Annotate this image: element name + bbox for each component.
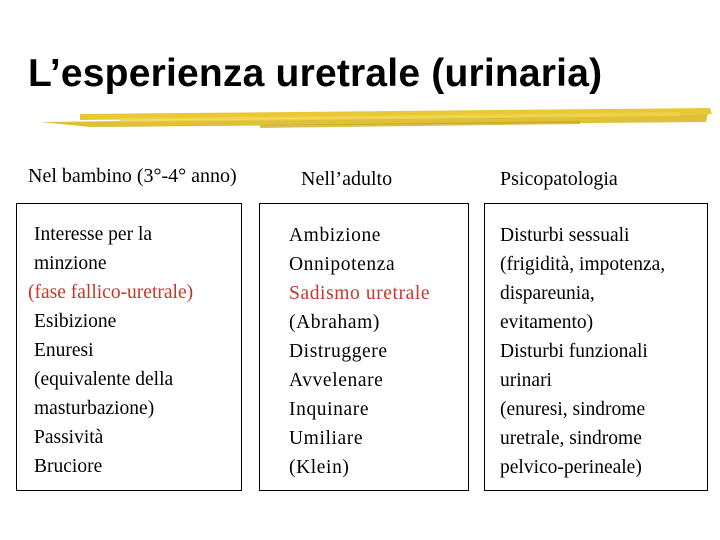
psychopathology-column-box <box>484 203 708 491</box>
list-item: (fase fallico-uretrale) <box>28 282 194 303</box>
column-header-psychopathology: Psicopatologia <box>500 168 618 190</box>
list-item: Esibizione <box>34 311 117 332</box>
list-item: Umiliare <box>289 428 364 449</box>
list-item: uretrale, sindrome <box>500 428 642 449</box>
list-item: evitamento) <box>500 312 594 333</box>
list-item: Passività <box>34 427 104 448</box>
list-item: urinari <box>500 370 552 391</box>
list-item: (enuresi, sindrome <box>500 399 646 420</box>
slide-title: L’esperienza uretrale (urinaria) <box>28 52 603 95</box>
list-item: Avvelenare <box>289 370 384 391</box>
adult-column-box <box>259 203 469 491</box>
list-item: pelvico-perineale) <box>500 457 642 478</box>
list-item: (Klein) <box>289 457 350 478</box>
list-item: (frigidità, impotenza, <box>500 254 666 275</box>
column-header-adult: Nell’adulto <box>301 168 393 190</box>
brush-stroke-underline <box>20 100 720 140</box>
list-item: Disturbi sessuali <box>500 225 630 246</box>
list-item: Bruciore <box>34 456 103 477</box>
column-header-child: Nel bambino (3°-4° anno) <box>28 165 237 187</box>
list-item: Distruggere <box>289 341 388 362</box>
list-item: dispareunia, <box>500 283 595 304</box>
list-item: Enuresi <box>34 340 94 361</box>
list-item: masturbazione) <box>34 398 155 419</box>
list-item: Ambizione <box>289 225 382 246</box>
list-item: Inquinare <box>289 399 370 420</box>
list-item: Disturbi funzionali <box>500 341 648 362</box>
list-item: (Abraham) <box>289 312 380 333</box>
list-item: Interesse per la <box>34 224 153 245</box>
list-item: Onnipotenza <box>289 254 396 275</box>
list-item: Sadismo uretrale <box>289 283 431 304</box>
list-item: (equivalente della <box>34 369 174 390</box>
child-column-box <box>16 203 242 491</box>
list-item: minzione <box>34 253 107 274</box>
